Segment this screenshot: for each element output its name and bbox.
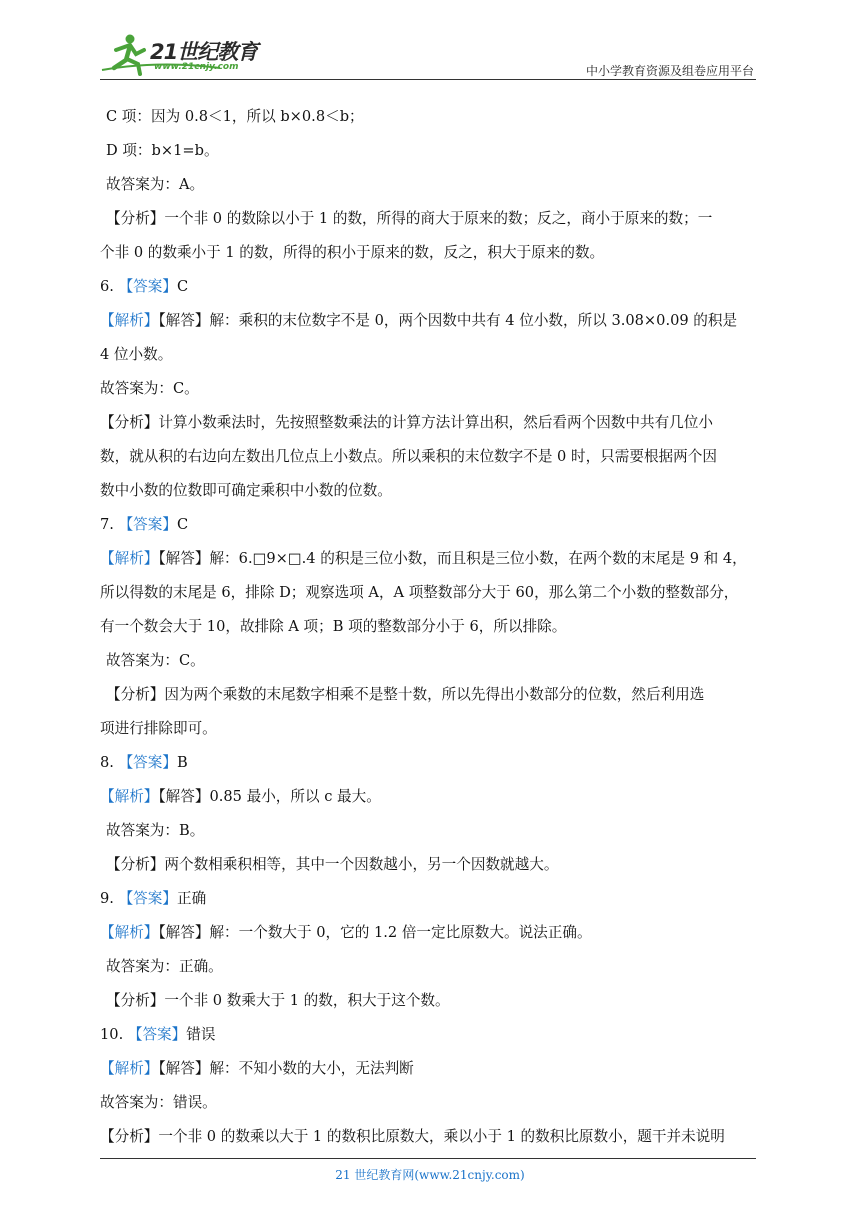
text-segment: 【解答】解：一个数大于 0，它的 1.2 倍一定比原数大。说法正确。: [158, 924, 592, 941]
text-segment: 【解答】解：不知小数的大小，无法判断: [158, 1060, 414, 1077]
text-line: [100, 984, 760, 1018]
text-segment: 10.: [100, 1026, 128, 1043]
document-body: [100, 100, 760, 1154]
section-tag: 【答案】: [118, 754, 177, 771]
text-segment: 8.: [100, 754, 119, 771]
text-segment: 故答案为：正确。: [106, 958, 223, 975]
text-line: [100, 950, 760, 984]
text-segment: 【解答】解：6.□9×□.4 的积是三位小数，而且积是三位小数，在两个数的末尾是 9 和 4，: [158, 550, 747, 567]
text-line: [100, 542, 760, 576]
text-line: [100, 1018, 760, 1052]
text-segment: 【分析】一个非 0 数乘大于 1 的数，积大于这个数。: [106, 992, 450, 1009]
text-segment: 故答案为：C。: [106, 652, 205, 669]
section-tag: 【解析】: [100, 788, 159, 805]
text-segment: 数，就从积的右边向左数出几位点上小数点。所以乘积的末位数字不是 0 时，只需要根据两个因: [100, 448, 717, 465]
text-line: [100, 270, 760, 304]
text-segment: 所以得数的末尾是 6，排除 D；观察选项 A，A 项整数部分大于 60，那么第二个小数的整数部分，: [100, 584, 739, 601]
text-line: [100, 780, 760, 814]
text-segment: C 项：因为 0.8＜1，所以 b×0.8＜b；: [106, 108, 364, 125]
footer-divider: [100, 1158, 756, 1159]
text-line: [100, 406, 760, 440]
text-line: [100, 100, 760, 134]
text-line: [100, 746, 760, 780]
text-line: [100, 1052, 760, 1086]
text-segment: 【分析】计算小数乘法时，先按照整数乘法的计算方法计算出积，然后看两个因数中共有几位小: [100, 414, 713, 431]
text-line: [100, 508, 760, 542]
text-segment: 有一个数会大于 10，故排除 A 项；B 项的整数部分小于 6，所以排除。: [100, 618, 567, 635]
text-segment: 【解答】0.85 最小，所以 c 最大。: [158, 788, 381, 805]
text-line: [100, 576, 760, 610]
text-line: [100, 474, 760, 508]
text-segment: 【解答】解：乘积的末位数字不是 0，两个因数中共有 4 位小数，所以 3.08×0.09 的积是: [158, 312, 738, 329]
footer-text: 21 世纪教育网(www.21cnjy.com): [335, 1168, 525, 1182]
text-segment: 故答案为：B。: [106, 822, 205, 839]
logo-url: www.21cnjy.com: [154, 62, 239, 72]
text-segment: C: [176, 278, 189, 295]
text-line: [100, 338, 760, 372]
text-segment: 【分析】两个数相乘积相等，其中一个因数越小，另一个因数就越大。: [106, 856, 559, 873]
text-segment: 9.: [100, 890, 119, 907]
section-tag: 【解析】: [100, 312, 159, 329]
text-segment: 正确: [176, 890, 207, 907]
logo-text: 21世纪教育: [150, 40, 258, 64]
text-line: [100, 610, 760, 644]
page-header: [100, 30, 756, 80]
text-line: [100, 644, 760, 678]
text-line: [100, 202, 760, 236]
section-tag: 【解析】: [100, 924, 159, 941]
section-tag: 【解析】: [100, 550, 159, 567]
text-segment: 7.: [100, 516, 119, 533]
text-line: [100, 304, 760, 338]
text-segment: 错误: [186, 1026, 216, 1043]
text-line: [100, 236, 760, 270]
text-line: [100, 712, 760, 746]
section-tag: 【解析】: [100, 1060, 159, 1077]
text-segment: 6.: [100, 278, 119, 295]
text-line: [100, 678, 760, 712]
text-line: [100, 168, 760, 202]
text-line: [100, 814, 760, 848]
text-line: [100, 882, 760, 916]
text-line: [100, 848, 760, 882]
text-segment: 【分析】一个非 0 的数乘以大于 1 的数积比原数大，乘以小于 1 的数积比原数小，题干并未说明: [100, 1128, 725, 1145]
text-line: [100, 134, 760, 168]
text-segment: 故答案为：C。: [100, 380, 199, 397]
section-tag: 【答案】: [118, 890, 177, 907]
section-tag: 【答案】: [118, 516, 177, 533]
text-line: [100, 1086, 760, 1120]
text-segment: 故答案为：A。: [106, 176, 205, 193]
text-segment: 4 位小数。: [100, 346, 173, 363]
text-segment: 个非 0 的数乘小于 1 的数，所得的积小于原来的数，反之，积大于原来的数。: [100, 244, 605, 261]
text-line: [100, 440, 760, 474]
text-segment: 【分析】一个非 0 的数除以小于 1 的数，所得的商大于原来的数；反之，商小于原来的数；一: [106, 210, 713, 227]
text-segment: B: [176, 754, 188, 771]
text-segment: C: [176, 516, 189, 533]
text-segment: 故答案为：错误。: [100, 1094, 217, 1111]
text-segment: 项进行排除即可。: [100, 720, 217, 737]
text-line: [100, 1120, 760, 1154]
text-segment: 数中小数的位数即可确定乘积中小数的位数。: [100, 482, 392, 499]
text-segment: D 项：b×1=b。: [106, 142, 219, 159]
text-line: [100, 372, 760, 406]
text-segment: 【分析】因为两个乘数的末尾数字相乘不是整十数，所以先得出小数部分的位数，然后利用选: [106, 686, 705, 703]
header-platform-text: 中小学教育资源及组卷应用平台: [585, 64, 754, 78]
section-tag: 【答案】: [127, 1026, 187, 1043]
text-line: [100, 916, 760, 950]
section-tag: 【答案】: [118, 278, 177, 295]
header-divider: [100, 79, 756, 80]
logo: [100, 30, 270, 78]
